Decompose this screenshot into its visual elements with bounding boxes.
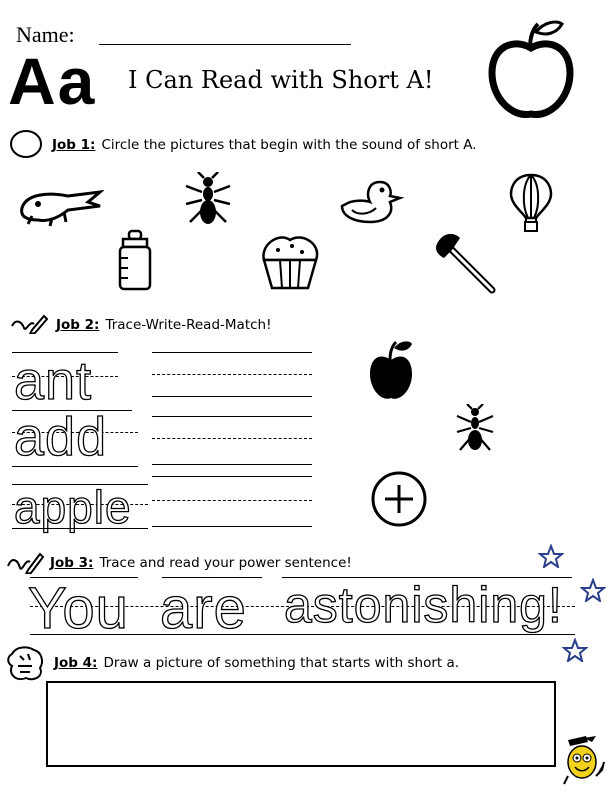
trace-word-ant: ant xyxy=(14,351,93,411)
job4-heading xyxy=(54,655,459,671)
ant-icon[interactable] xyxy=(454,404,496,456)
star-icon xyxy=(580,578,606,602)
plus-sign-icon[interactable] xyxy=(370,470,428,528)
drawing-box[interactable] xyxy=(46,681,556,767)
job4-label: Job 4: xyxy=(54,655,98,671)
name-label: Name: xyxy=(16,22,75,47)
job2-instruction: Trace-Write-Read-Match! xyxy=(105,317,272,333)
alligator-icon[interactable] xyxy=(18,186,104,228)
name-write-line[interactable] xyxy=(99,44,351,45)
job3-label: Job 3: xyxy=(50,555,94,571)
cupcake-icon[interactable] xyxy=(258,230,322,292)
job4-instruction: Draw a picture of something that starts with short a. xyxy=(103,655,460,671)
trace-word-apple: apple xyxy=(14,481,132,533)
job2-heading xyxy=(56,317,272,333)
big-letters: Aa xyxy=(8,44,97,118)
star-icon xyxy=(538,544,564,568)
hot-air-balloon-icon[interactable] xyxy=(508,172,554,234)
job1-label: Job 1: xyxy=(52,137,96,153)
pencil-icon xyxy=(6,548,44,574)
trace-word-are: are xyxy=(160,576,247,641)
pencil-mascot-icon xyxy=(562,736,606,788)
circle-icon xyxy=(8,128,44,160)
pencil-icon xyxy=(10,312,48,334)
drawing-icon xyxy=(6,644,46,682)
apple-outline-icon xyxy=(484,18,578,122)
bottle-icon[interactable] xyxy=(114,228,156,292)
star-icon xyxy=(562,638,588,662)
page-title: I Can Read with Short A! xyxy=(128,66,434,94)
job1-instruction: Circle the pictures that begin with the sound of short A. xyxy=(101,137,477,153)
job3-heading xyxy=(50,555,352,571)
write-line-apple[interactable] xyxy=(152,476,312,477)
trace-word-add: add xyxy=(14,407,108,467)
job2-label: Job 2: xyxy=(56,317,100,333)
write-line-add[interactable] xyxy=(152,416,312,417)
trace-word-astonishing: astonishing! xyxy=(284,577,563,633)
duck-icon[interactable] xyxy=(338,176,404,226)
ant-icon[interactable] xyxy=(182,172,234,228)
job3-instruction: Trace and read your power sentence! xyxy=(99,555,352,571)
trace-word-you: You xyxy=(28,576,129,641)
job1-heading xyxy=(52,137,477,153)
axe-icon[interactable] xyxy=(430,228,500,296)
apple-icon[interactable] xyxy=(368,340,414,402)
